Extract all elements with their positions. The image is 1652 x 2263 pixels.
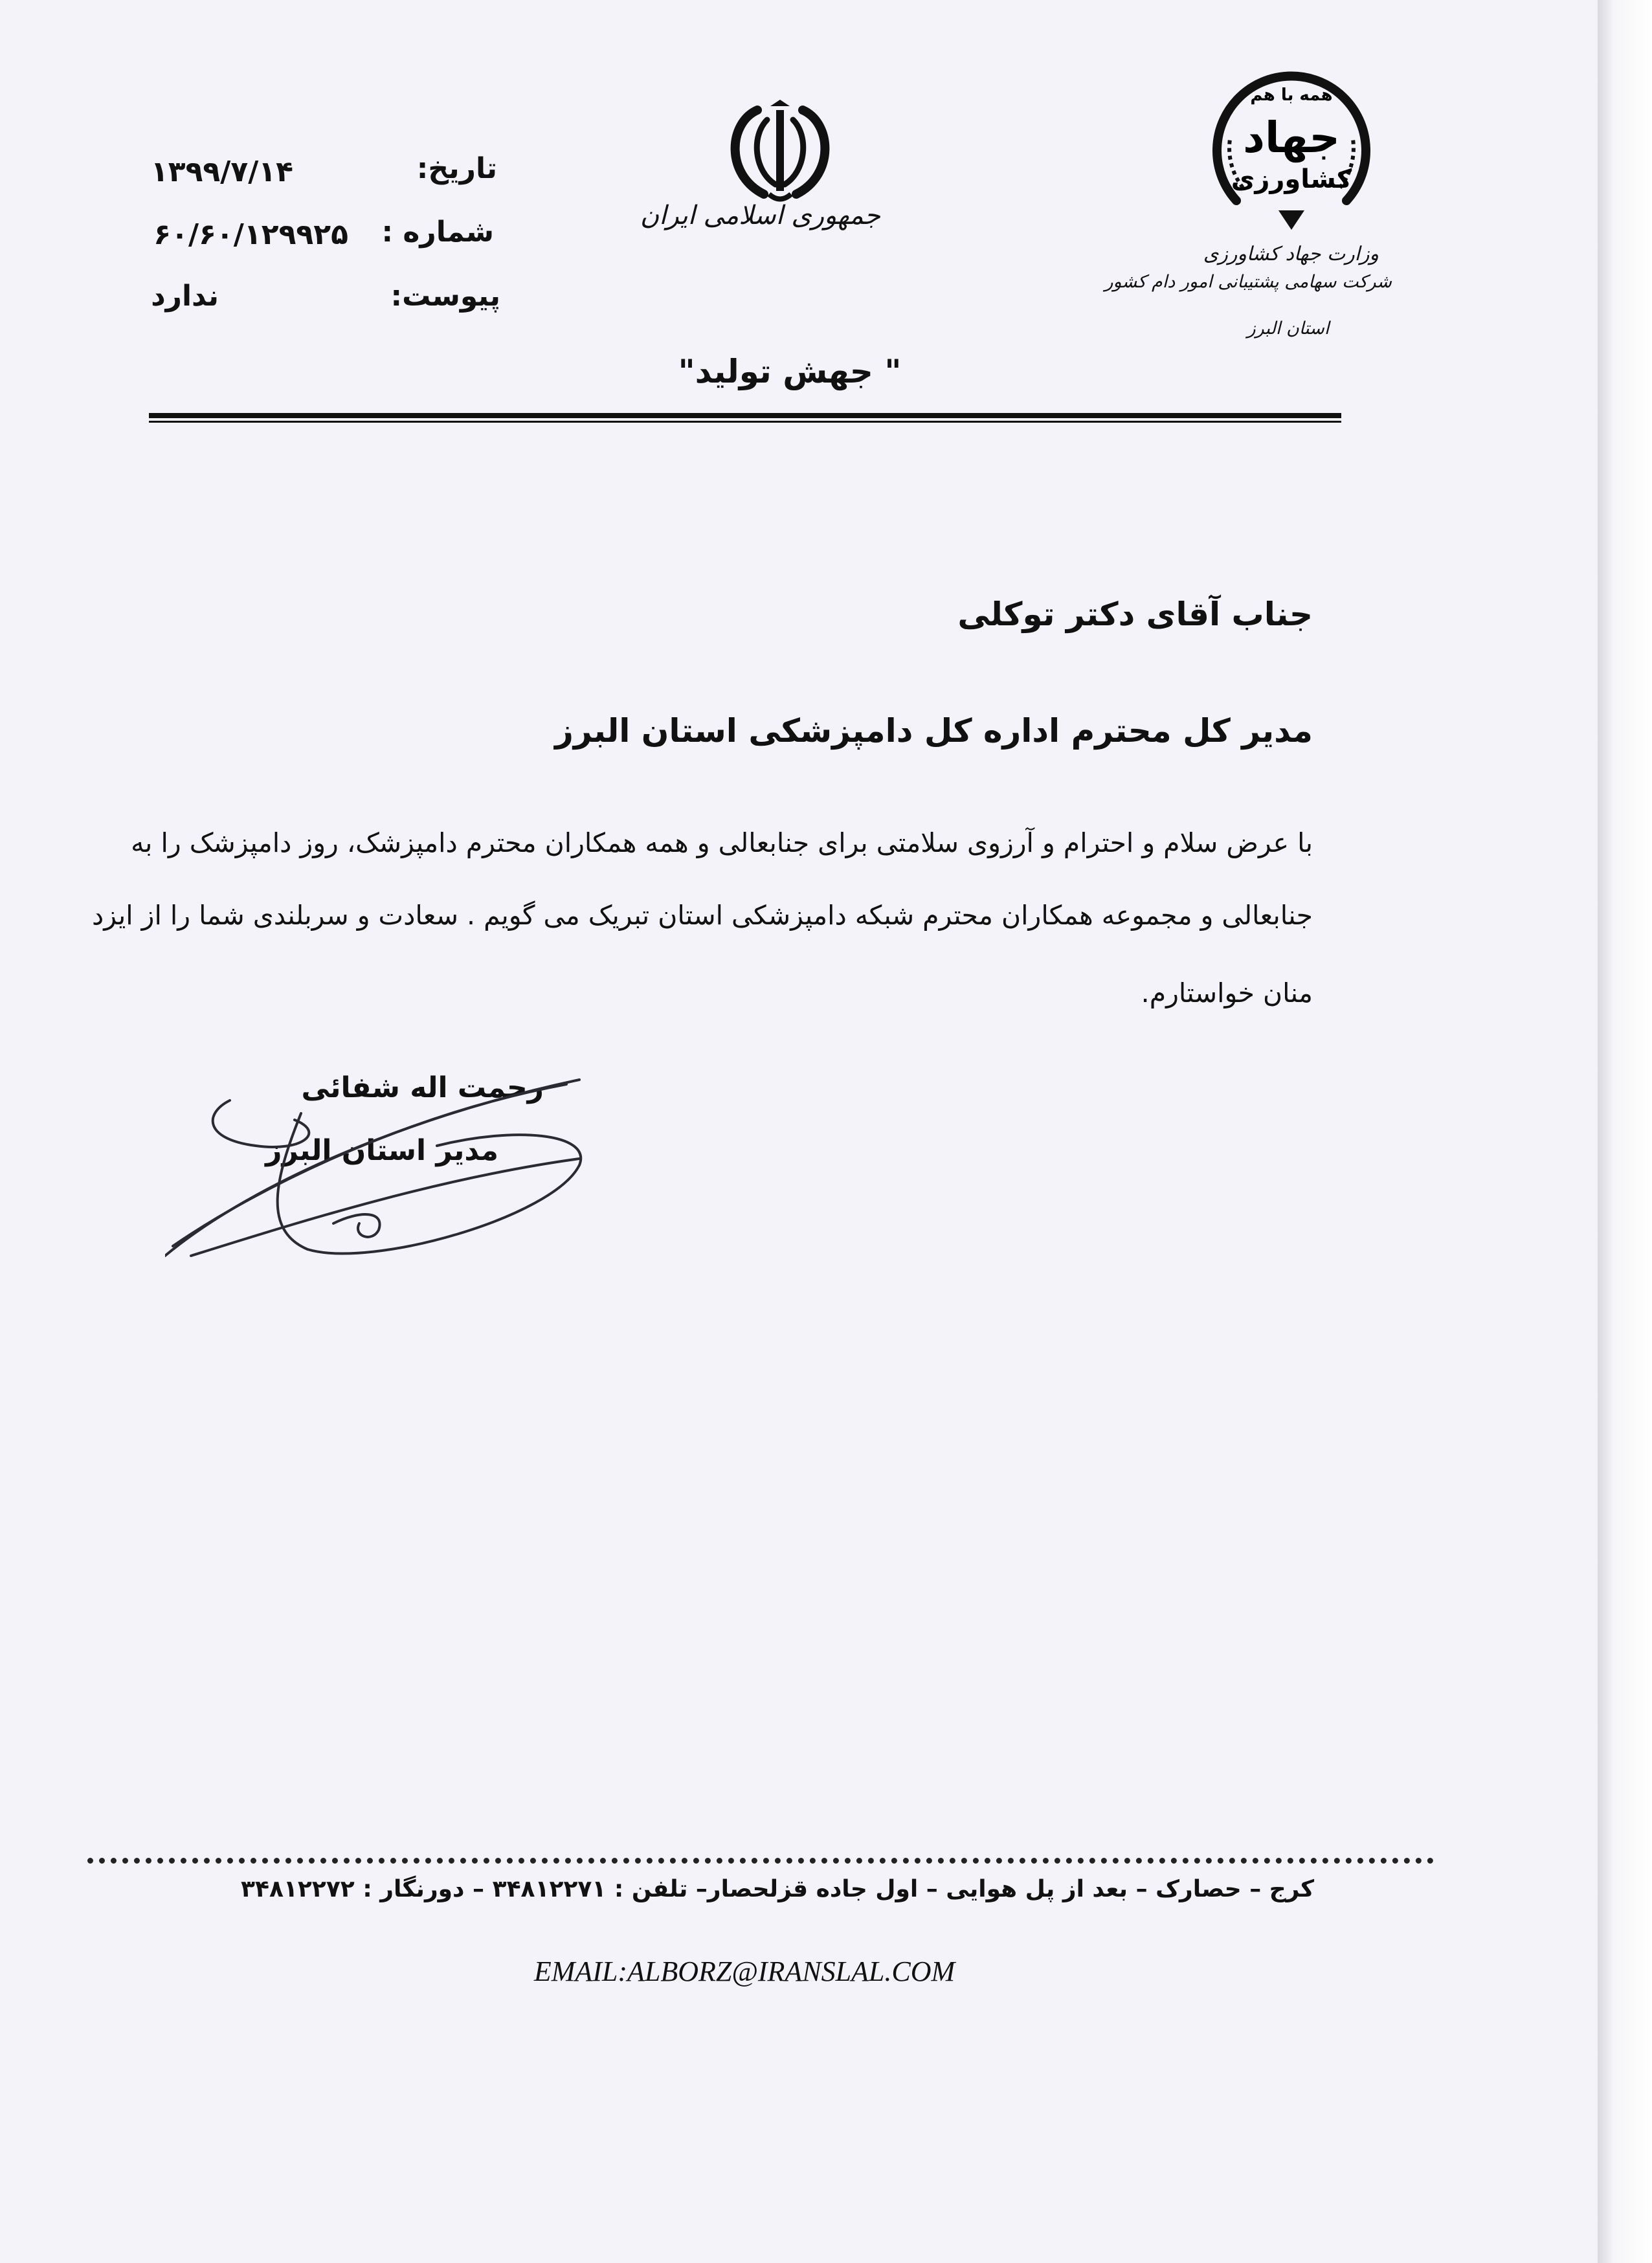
attachment-value: ندارد bbox=[151, 280, 219, 313]
header-divider-thin bbox=[149, 421, 1341, 423]
body-line-2: جنابعالی و مجموعه همکاران محترم شبکه دامپزشکی استان تبریک می گویم . سعادت و سربلندی شما را از ایزد bbox=[91, 900, 1313, 931]
handwritten-signature-icon bbox=[165, 1062, 605, 1269]
scanner-edge bbox=[1598, 0, 1652, 2263]
logo-main-text: جهاد bbox=[1243, 113, 1340, 162]
header-divider bbox=[149, 413, 1341, 418]
company-name: شرکت سهامی پشتیبانی امور دام کشور bbox=[1104, 272, 1392, 292]
jahad-keshavarzi-logo-icon bbox=[1204, 61, 1379, 236]
number-value: ۶۰/۶۰/۱۲۹۹۲۵ bbox=[153, 218, 348, 251]
footer-address: کرج – حصارک – بعد از پل هوایی – اول جاده قزلحصار– تلفن : ۳۴۸۱۲۲۷۱ – دورنگار : ۳۴۸۱۲۲۷۲ bbox=[241, 1876, 1314, 1902]
company-province: استان البرز bbox=[1247, 318, 1330, 339]
body-line-1: با عرض سلام و احترام و آرزوی سلامتی برای جنابعالی و همه همکاران محترم دامپزشک، روز دامپزشک را به bbox=[131, 827, 1313, 858]
recipient: جناب آقای دکتر توکلی bbox=[957, 596, 1313, 633]
footer-divider bbox=[87, 1858, 1434, 1864]
date-value: ۱۳۹۹/۷/۱۴ bbox=[150, 155, 293, 188]
emblem-caption: جمهوری اسلامی ایران bbox=[640, 201, 880, 230]
signer-title: مدیر استان البرز bbox=[265, 1134, 498, 1167]
number-label: شماره : bbox=[381, 216, 494, 249]
logo-sub-text: کشاورزی bbox=[1231, 164, 1352, 194]
date-label: تاریخ: bbox=[416, 152, 497, 185]
slogan: " جهش تولید" bbox=[678, 353, 902, 390]
footer-email: EMAIL:ALBORZ@IRANSLAL.COM bbox=[533, 1956, 955, 1987]
recipient-title: مدیر کل محترم اداره کل دامپزشکی استان البرز bbox=[555, 712, 1313, 750]
signer-name: رحمت اله شفائی bbox=[301, 1071, 544, 1104]
attachment-label: پیوست: bbox=[390, 280, 500, 313]
body-line-3: منان خواستارم. bbox=[1141, 977, 1313, 1009]
iran-emblem-icon bbox=[719, 97, 842, 207]
ministry-name: وزارت جهاد کشاورزی bbox=[1203, 243, 1379, 265]
logo-top-arc: همه با هم bbox=[1250, 85, 1333, 105]
